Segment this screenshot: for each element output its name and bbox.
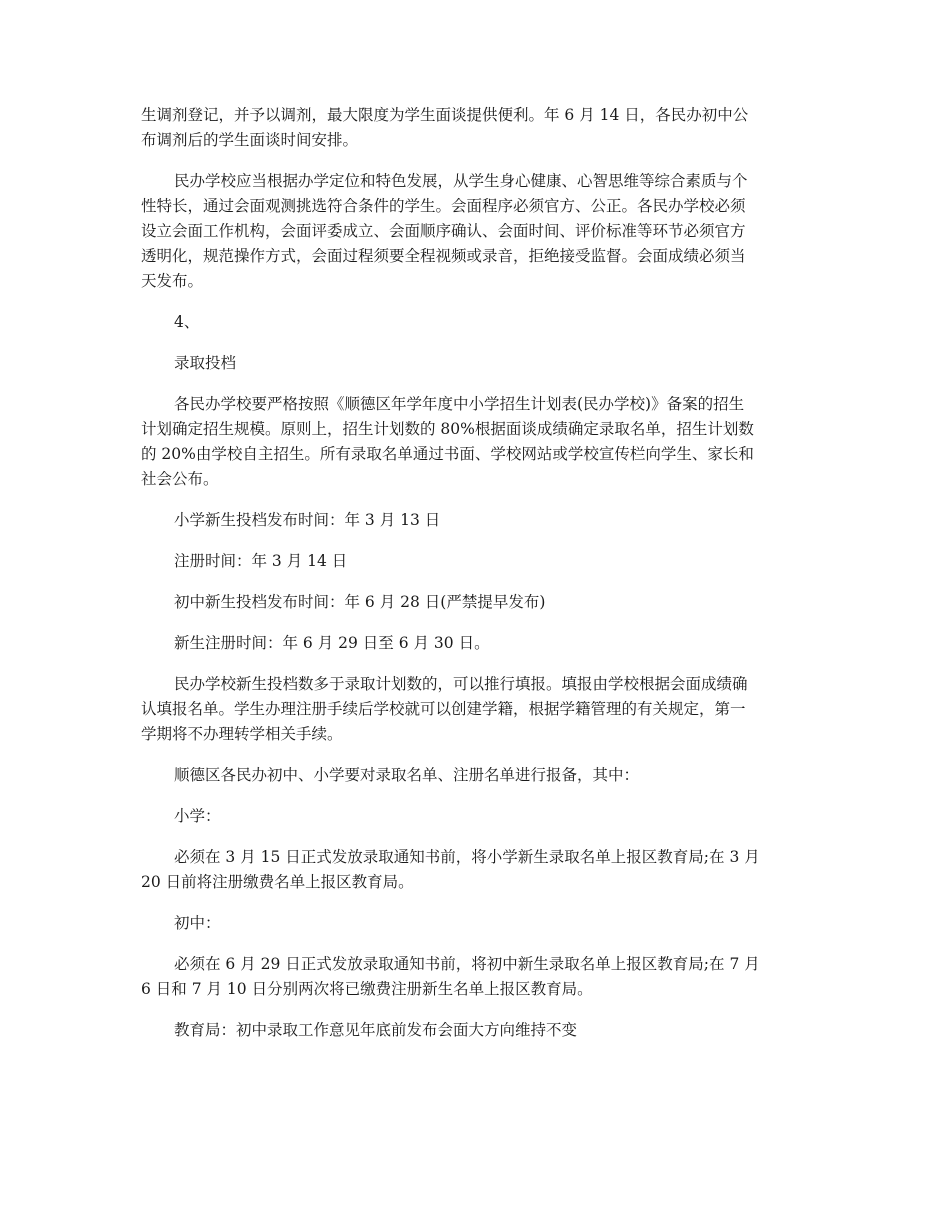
text-line: 民办学校应当根据办学定位和特色发展，从学生身心健康、心智思维等综合素质与个	[174, 172, 748, 190]
label-primary-school	[141, 804, 811, 829]
text-line: 顺德区各民办初中、小学要对录取名单、注册名单进行报备，其中：	[174, 766, 640, 784]
paragraph-junior-release-date	[141, 590, 811, 615]
text-line: 学期将不办理转学相关手续。	[141, 725, 343, 743]
text-line: 生调剂登记，并予以调剂，最大限度为学生面谈提供便利。年 6 月 14 日，各民办初中公	[141, 106, 749, 124]
text-line: 透明化，规范操作方式，会面过程须要全程视频或录音，拒绝接受监督。会面成绩必须当	[141, 247, 746, 265]
text-line: 新生注册时间：年 6 月 29 日至 6 月 30 日。	[174, 634, 490, 652]
text-line: 民办学校新生投档数多于录取计划数的，可以推行填报。填报由学校根据会面成绩确	[174, 675, 748, 693]
text-line: 小学新生投档发布时间：年 3 月 13 日	[174, 511, 441, 529]
text-line: 4、	[174, 313, 200, 331]
paragraph-junior-registration-date	[141, 631, 811, 656]
text-line: 性特长，通过会面观测挑选符合条件的学生。会面程序必须官方、公正。各民办学校必须	[141, 197, 746, 215]
text-line: 社会公布。	[141, 470, 219, 488]
text-line: 各民办学校要严格按照《顺德区年学年度中小学招生计划表(民办学校)》备案的招生	[174, 395, 745, 413]
paragraph-education-bureau-note	[141, 1018, 811, 1043]
paragraph-primary-registration-date	[141, 549, 811, 574]
text-line: 注册时间：年 3 月 14 日	[174, 552, 348, 570]
label-junior-school	[141, 911, 811, 936]
paragraph-enrollment-plan	[141, 392, 811, 492]
paragraph-application-rules	[141, 672, 811, 747]
text-line: 设立会面工作机构，会面评委成立、会面顺序确认、会面时间、评价标准等环节必须官方	[141, 222, 746, 240]
text-line: 的 20%由学校自主招生。所有录取名单通过书面、学校网站或学校宣传栏向学生、家长和	[141, 445, 754, 463]
text-line: 初中新生投档发布时间：年 6 月 28 日(严禁提早发布)	[174, 593, 546, 611]
paragraph-adjustment-registration	[141, 103, 811, 153]
text-line: 必须在 3 月 15 日正式发放录取通知书前，将小学新生录取名单上报区教育局;在 3 月	[174, 848, 760, 866]
paragraph-reporting-intro	[141, 763, 811, 788]
text-line: 20 日前将注册缴费名单上报区教育局。	[141, 873, 414, 891]
text-line: 小学：	[174, 807, 221, 825]
paragraph-junior-reporting	[141, 952, 811, 1002]
paragraph-primary-reporting	[141, 845, 811, 895]
text-line: 必须在 6 月 29 日正式发放录取通知书前，将初中新生录取名单上报区教育局;在 7 月	[174, 955, 760, 973]
text-line: 6 日和 7 月 10 日分别两次将已缴费注册新生名单上报区教育局。	[141, 980, 593, 998]
document-body	[141, 103, 811, 1059]
text-line: 天发布。	[141, 272, 204, 290]
paragraph-interview-requirements	[141, 169, 811, 294]
text-line: 布调剂后的学生面谈时间安排。	[141, 131, 359, 149]
text-line: 教育局：初中录取工作意见年底前发布会面大方向维持不变	[174, 1021, 578, 1039]
section-heading	[141, 351, 811, 376]
text-line: 初中：	[174, 914, 221, 932]
text-line: 录取投档	[174, 354, 237, 372]
text-line: 计划确定招生规模。原则上，招生计划数的 80%根据面谈成绩确定录取名单，招生计划数	[141, 420, 754, 438]
paragraph-primary-release-date	[141, 508, 811, 533]
text-line: 认填报名单。学生办理注册手续后学校就可以创建学籍，根据学籍管理的有关规定，第一	[141, 700, 746, 718]
section-number	[141, 310, 811, 335]
